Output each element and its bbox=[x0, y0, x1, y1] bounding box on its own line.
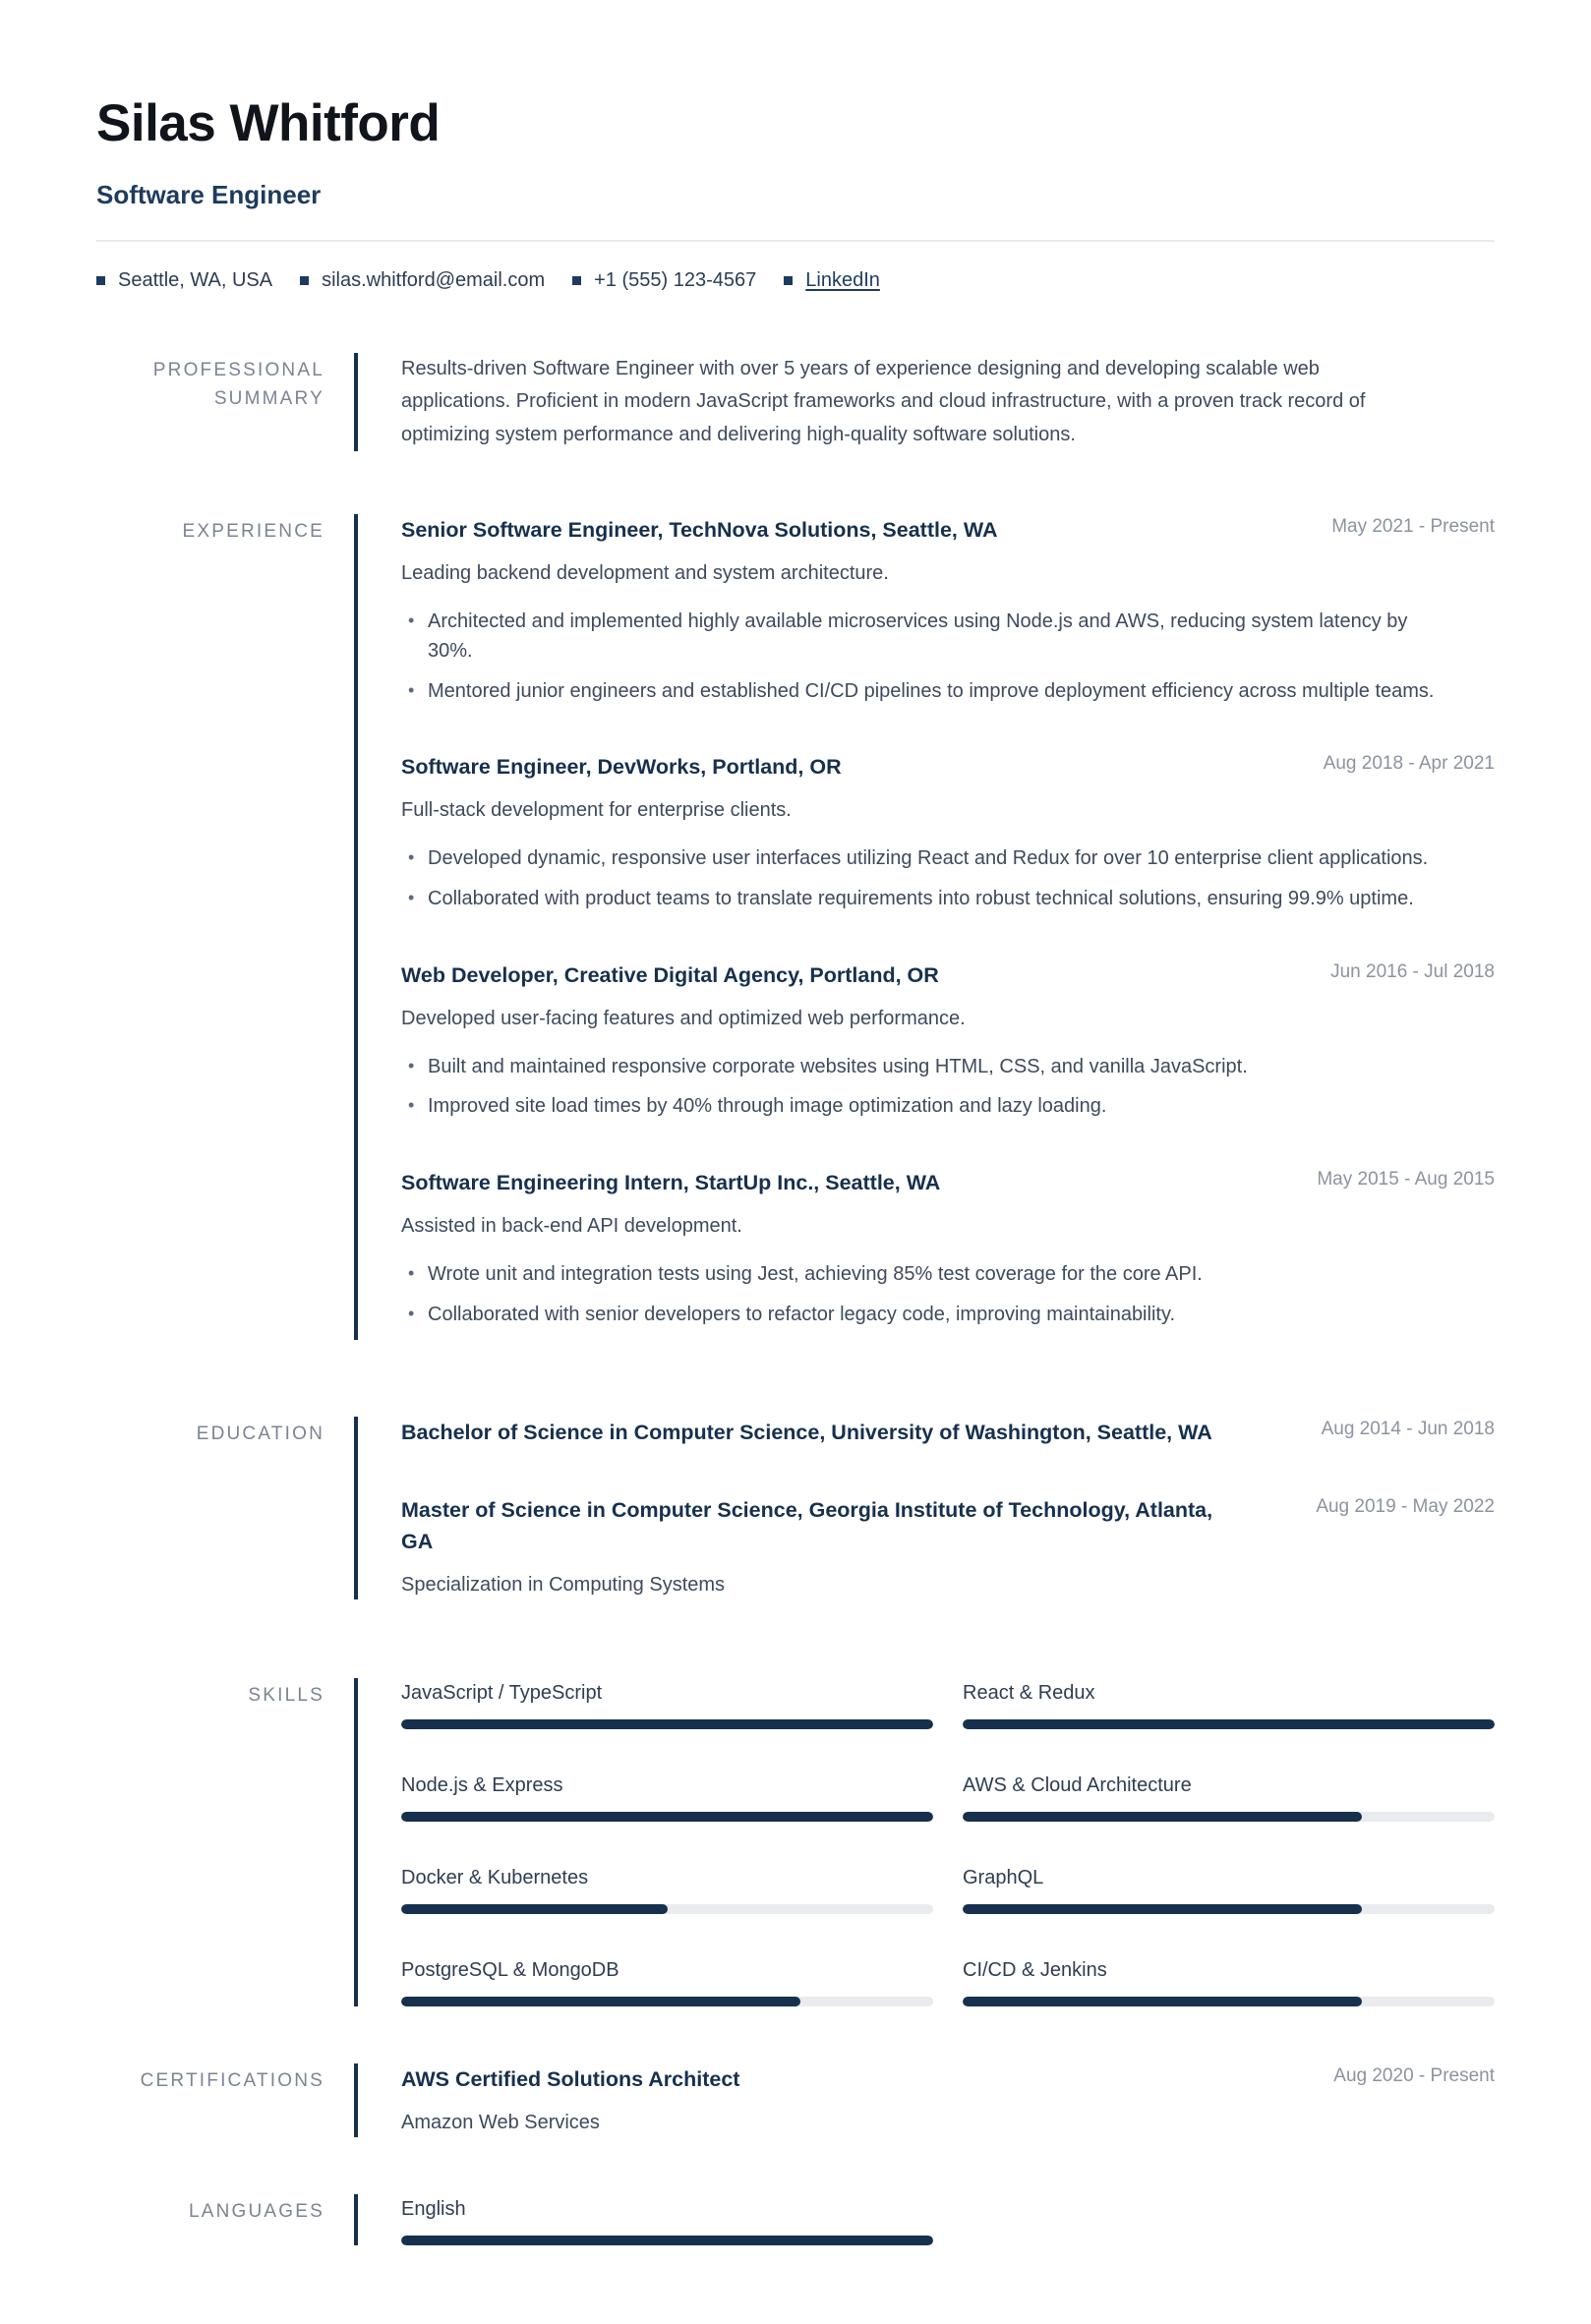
education-entry bbox=[401, 1417, 1495, 1448]
skill-name: AWS & Cloud Architecture bbox=[963, 1774, 1192, 1797]
bullet-item: • Mentored junior engineers and established CI/CD pipelines to improve deployment efficiency across multiple teams. bbox=[401, 677, 1444, 707]
bullet-item: • Architected and implemented highly available microservices using Node.js and AWS, reducing system latency by 30%. bbox=[401, 608, 1444, 666]
skill-name: GraphQL bbox=[963, 1867, 1044, 1889]
experience-entry bbox=[401, 1167, 1495, 1329]
person-name: Silas Whitford bbox=[96, 94, 441, 152]
experience-entry bbox=[401, 514, 1495, 706]
section-label-certifications: CERTIFICATIONS bbox=[140, 2070, 324, 2092]
skill-bar bbox=[963, 1904, 1495, 1914]
certification-issuer: Amazon Web Services bbox=[401, 2112, 600, 2134]
experience-bullets bbox=[401, 844, 1495, 913]
section-certifications bbox=[96, 2063, 1495, 2137]
skill-bar-fill bbox=[963, 1997, 1362, 2006]
experience-desc: Leading backend development and system architecture. bbox=[401, 562, 889, 585]
contact-linkedin bbox=[784, 269, 880, 292]
skill-item bbox=[963, 1774, 1495, 1822]
skill-bar-fill bbox=[401, 1904, 668, 1914]
experience-entry bbox=[401, 751, 1495, 913]
skill-bar bbox=[963, 1997, 1495, 2006]
resume-header bbox=[96, 94, 1495, 292]
education-title: Bachelor of Science in Computer Science, University of Washington, Seattle, WA bbox=[401, 1421, 1212, 1445]
skill-bar-fill bbox=[963, 1719, 1495, 1729]
experience-title: Senior Software Engineer, TechNova Solutions, Seattle, WA bbox=[401, 518, 998, 543]
linkedin-link[interactable]: LinkedIn bbox=[805, 268, 880, 291]
section-professional-summary bbox=[96, 353, 1495, 451]
skill-bar-fill bbox=[963, 1904, 1362, 1914]
experience-entry bbox=[401, 959, 1495, 1122]
skill-name: React & Redux bbox=[963, 1682, 1095, 1705]
bullet-item: • Improved site load times by 40% through image optimization and lazy loading. bbox=[401, 1092, 1444, 1122]
skill-bar-fill bbox=[401, 1719, 933, 1729]
contact-email-text: silas.whitford@email.com bbox=[322, 268, 546, 291]
experience-title: Software Engineer, DevWorks, Portland, OR bbox=[401, 755, 842, 780]
skill-item bbox=[963, 1959, 1495, 2006]
skills-content bbox=[354, 1678, 1495, 2006]
experience-date: May 2015 - Aug 2015 bbox=[1317, 1169, 1495, 1191]
summary-text: Results-driven Software Engineer with over 5 years of experience designing and developing scalable web applications. Proficient in modern JavaScript frameworks and cloud infrastructure, with a proven track record of optimizing system performance and delivering high-quality software solutions. bbox=[401, 357, 1366, 445]
skill-name: JavaScript / TypeScript bbox=[401, 1682, 603, 1705]
experience-content bbox=[354, 514, 1495, 1340]
certification-title: AWS Certified Solutions Architect bbox=[401, 2067, 740, 2092]
header-divider bbox=[96, 240, 1495, 242]
contact-location-text: Seattle, WA, USA bbox=[118, 268, 273, 291]
bullet-item: • Collaborated with product teams to translate requirements into robust technical solutions, ensuring 99.9% uptime. bbox=[401, 885, 1444, 914]
bullet-item: • Developed dynamic, responsive user interfaces utilizing React and Redux for over 10 enterprise client applications. bbox=[401, 844, 1444, 874]
person-job-title: Software Engineer bbox=[96, 179, 322, 209]
experience-desc: Developed user-facing features and optimized web performance. bbox=[401, 1007, 966, 1029]
language-name: English bbox=[401, 2198, 466, 2221]
skill-bar bbox=[401, 1812, 933, 1822]
education-title: Master of Science in Computer Science, Georgia Institute of Technology, Atlanta, GA bbox=[401, 1497, 1213, 1553]
section-languages bbox=[96, 2194, 1495, 2245]
section-label-summary: PROFESSIONAL SUMMARY bbox=[152, 359, 324, 410]
skill-bar bbox=[401, 1719, 933, 1729]
skill-bar bbox=[401, 1904, 933, 1914]
education-date: Aug 2019 - May 2022 bbox=[1316, 1495, 1495, 1517]
education-content bbox=[354, 1417, 1495, 1599]
summary-content bbox=[354, 353, 1495, 451]
bullet-item: • Collaborated with senior developers to refactor legacy code, improving maintainability. bbox=[401, 1301, 1444, 1330]
language-item bbox=[401, 2194, 933, 2245]
experience-date: May 2021 - Present bbox=[1331, 516, 1495, 538]
education-desc: Specialization in Computing Systems bbox=[401, 1574, 726, 1597]
certification-entry bbox=[401, 2063, 1495, 2137]
skill-bar-fill bbox=[963, 1812, 1362, 1822]
experience-date: Aug 2018 - Apr 2021 bbox=[1323, 753, 1495, 775]
section-experience bbox=[96, 514, 1495, 1340]
experience-desc: Full-stack development for enterprise clients. bbox=[401, 799, 792, 822]
experience-bullets bbox=[401, 608, 1495, 706]
skill-item bbox=[401, 1959, 933, 2006]
experience-bullets bbox=[401, 1053, 1495, 1122]
certification-date: Aug 2020 - Present bbox=[1333, 2065, 1495, 2087]
bullet-item: • Wrote unit and integration tests using Jest, achieving 85% test coverage for the core API. bbox=[401, 1260, 1444, 1290]
section-label-education: EDUCATION bbox=[196, 1423, 324, 1445]
skill-item bbox=[963, 1682, 1495, 1729]
section-education bbox=[96, 1417, 1495, 1599]
skill-name: Node.js & Express bbox=[401, 1774, 563, 1797]
square-bullet-icon bbox=[300, 276, 309, 285]
skills-grid bbox=[401, 1678, 1495, 2006]
experience-bullets bbox=[401, 1260, 1495, 1329]
contact-phone-text: +1 (555) 123-4567 bbox=[594, 268, 757, 291]
skill-bar bbox=[963, 1812, 1495, 1822]
square-bullet-icon bbox=[96, 276, 105, 285]
education-date: Aug 2014 - Jun 2018 bbox=[1321, 1419, 1495, 1440]
skill-name: PostgreSQL & MongoDB bbox=[401, 1959, 619, 1982]
skill-item bbox=[401, 1682, 933, 1729]
square-bullet-icon bbox=[572, 276, 581, 285]
skill-name: CI/CD & Jenkins bbox=[963, 1959, 1107, 1982]
square-bullet-icon bbox=[784, 276, 793, 285]
skill-item bbox=[963, 1867, 1495, 1914]
skill-bar-fill bbox=[401, 1812, 933, 1822]
experience-title: Web Developer, Creative Digital Agency, Portland, OR bbox=[401, 962, 939, 987]
language-bar bbox=[401, 2236, 933, 2245]
skill-bar bbox=[963, 1719, 1495, 1729]
section-skills bbox=[96, 1678, 1495, 2006]
skill-item bbox=[401, 1867, 933, 1914]
skill-name: Docker & Kubernetes bbox=[401, 1867, 589, 1889]
contact-email bbox=[300, 269, 545, 292]
contact-row bbox=[96, 269, 1495, 292]
skill-item bbox=[401, 1774, 933, 1822]
contact-phone bbox=[572, 269, 756, 292]
education-entry bbox=[401, 1494, 1495, 1600]
section-label-languages: LANGUAGES bbox=[188, 2201, 324, 2223]
contact-location bbox=[96, 269, 272, 292]
certifications-content bbox=[354, 2063, 1495, 2137]
experience-title: Software Engineering Intern, StartUp Inc., Seattle, WA bbox=[401, 1171, 941, 1195]
language-bar-fill bbox=[401, 2236, 933, 2245]
experience-desc: Assisted in back-end API development. bbox=[401, 1215, 742, 1238]
skill-bar-fill bbox=[401, 1997, 800, 2006]
languages-content bbox=[354, 2194, 1495, 2245]
experience-date: Jun 2016 - Jul 2018 bbox=[1330, 960, 1495, 982]
bullet-item: • Built and maintained responsive corporate websites using HTML, CSS, and vanilla JavaScript. bbox=[401, 1053, 1444, 1082]
section-label-experience: EXPERIENCE bbox=[182, 521, 324, 543]
section-label-skills: SKILLS bbox=[248, 1685, 324, 1707]
skill-bar bbox=[401, 1997, 933, 2006]
